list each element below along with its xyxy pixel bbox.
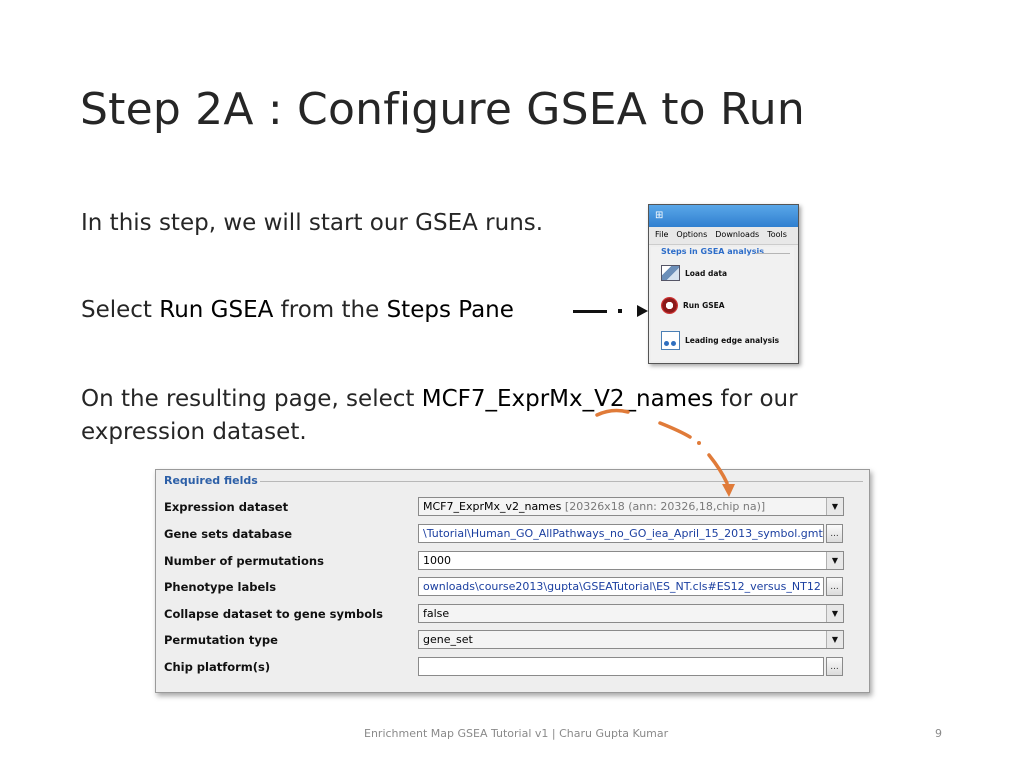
phenotype-labels-label: Phenotype labels <box>164 580 277 594</box>
permutations-label: Number of permutations <box>164 554 324 568</box>
collapse-dataset-label: Collapse dataset to gene symbols <box>164 607 383 621</box>
permutations-value: 1000 <box>423 554 451 567</box>
step-run-gsea[interactable] <box>661 297 725 314</box>
step-leading-edge[interactable] <box>661 331 779 350</box>
instruction-select-run-gsea <box>81 297 514 323</box>
step-leading-edge-label: Leading edge analysis <box>685 336 780 345</box>
required-fields-panel <box>155 469 870 693</box>
step-load-data[interactable] <box>661 265 727 281</box>
row-number-of-permutations <box>156 548 869 574</box>
gene-sets-browse-button[interactable]: ... <box>826 524 843 543</box>
collapse-dataset-select[interactable] <box>418 604 844 623</box>
pointer-arrow-head <box>637 305 648 317</box>
expression-dataset-label: Expression dataset <box>164 500 289 514</box>
menu-options[interactable]: Options <box>676 230 708 239</box>
section-divider <box>260 481 863 482</box>
phenotype-labels-field[interactable]: ownloads\course2013\gupta\GSEATutorial\ES_NT.cls#ES12_versus_NT12 <box>418 577 824 596</box>
gene-sets-database-field[interactable]: \Tutorial\Human_GO_AllPathways_no_GO_iea_April_15_2013_symbol.gmt <box>418 524 824 543</box>
leading-edge-icon <box>661 331 680 350</box>
menu-downloads[interactable]: Downloads <box>715 230 760 239</box>
row-expression-dataset <box>156 494 869 520</box>
dataset-instruction-suffix: for our <box>713 386 798 412</box>
page-number: 9 <box>935 727 942 740</box>
dataset-instruction-line2: expression dataset. <box>81 419 307 445</box>
collapse-dataset-value: false <box>423 607 450 620</box>
row-collapse-dataset <box>156 601 869 627</box>
step-load-data-label: Load data <box>685 268 728 278</box>
menu-tools[interactable]: Tools <box>767 230 787 239</box>
menu-file[interactable]: File <box>655 230 669 239</box>
row-chip-platform <box>156 654 869 680</box>
pointer-arrow-line <box>573 310 607 313</box>
steps-pane-emphasis: Steps Pane <box>386 297 514 323</box>
chip-platform-label: Chip platform(s) <box>164 660 271 674</box>
instruction-prefix: Select <box>81 297 160 323</box>
run-gsea-emphasis: Run GSEA <box>159 297 274 323</box>
expression-dataset-hint: [20326x18 (ann: 20326,18,chip na)] <box>561 500 766 513</box>
run-gsea-icon <box>661 297 678 314</box>
chip-platform-field[interactable] <box>418 657 824 676</box>
chevron-down-icon[interactable]: ▼ <box>826 552 843 569</box>
pointer-arrow-dot <box>618 309 622 313</box>
chevron-down-icon[interactable]: ▼ <box>826 631 843 648</box>
gsea-app-window <box>648 204 799 364</box>
app-icon: ⊞ <box>655 210 664 221</box>
step-run-gsea-label: Run GSEA <box>683 301 725 310</box>
window-title-bar <box>649 205 798 227</box>
slide-footer: Enrichment Map GSEA Tutorial v1 | Charu Gupta Kumar <box>364 727 669 740</box>
instruction-select-dataset <box>81 383 798 449</box>
permutation-type-select[interactable] <box>418 630 844 649</box>
row-phenotype-labels <box>156 574 869 600</box>
chevron-down-icon[interactable]: ▼ <box>826 498 843 515</box>
steps-pane <box>651 247 794 361</box>
menu-bar <box>649 227 798 245</box>
dataset-instruction-prefix: On the resulting page, select <box>81 386 422 412</box>
load-data-icon <box>661 265 680 281</box>
chevron-down-icon[interactable]: ▼ <box>826 605 843 622</box>
row-gene-sets-database <box>156 521 869 547</box>
phenotype-browse-button[interactable]: ... <box>826 577 843 596</box>
permutations-combo[interactable] <box>418 551 844 570</box>
slide-title: Step 2A : Configure GSEA to Run <box>80 84 805 135</box>
dataset-emphasis: MCF7_ExprMx_V2_names <box>421 386 714 412</box>
permutation-type-label: Permutation type <box>164 633 278 647</box>
expression-dataset-value: MCF7_ExprMx_v2_names <box>423 500 562 513</box>
permutation-type-value: gene_set <box>423 633 473 646</box>
gene-sets-database-label: Gene sets database <box>164 527 293 541</box>
instruction-middle: from the <box>273 297 387 323</box>
expression-dataset-select[interactable] <box>418 497 844 516</box>
chip-platform-browse-button[interactable]: ... <box>826 657 843 676</box>
row-permutation-type <box>156 627 869 653</box>
intro-text: In this step, we will start our GSEA runs. <box>81 210 544 236</box>
steps-pane-title: Steps in GSEA analysis <box>651 247 794 256</box>
required-fields-title: Required fields <box>164 474 258 487</box>
